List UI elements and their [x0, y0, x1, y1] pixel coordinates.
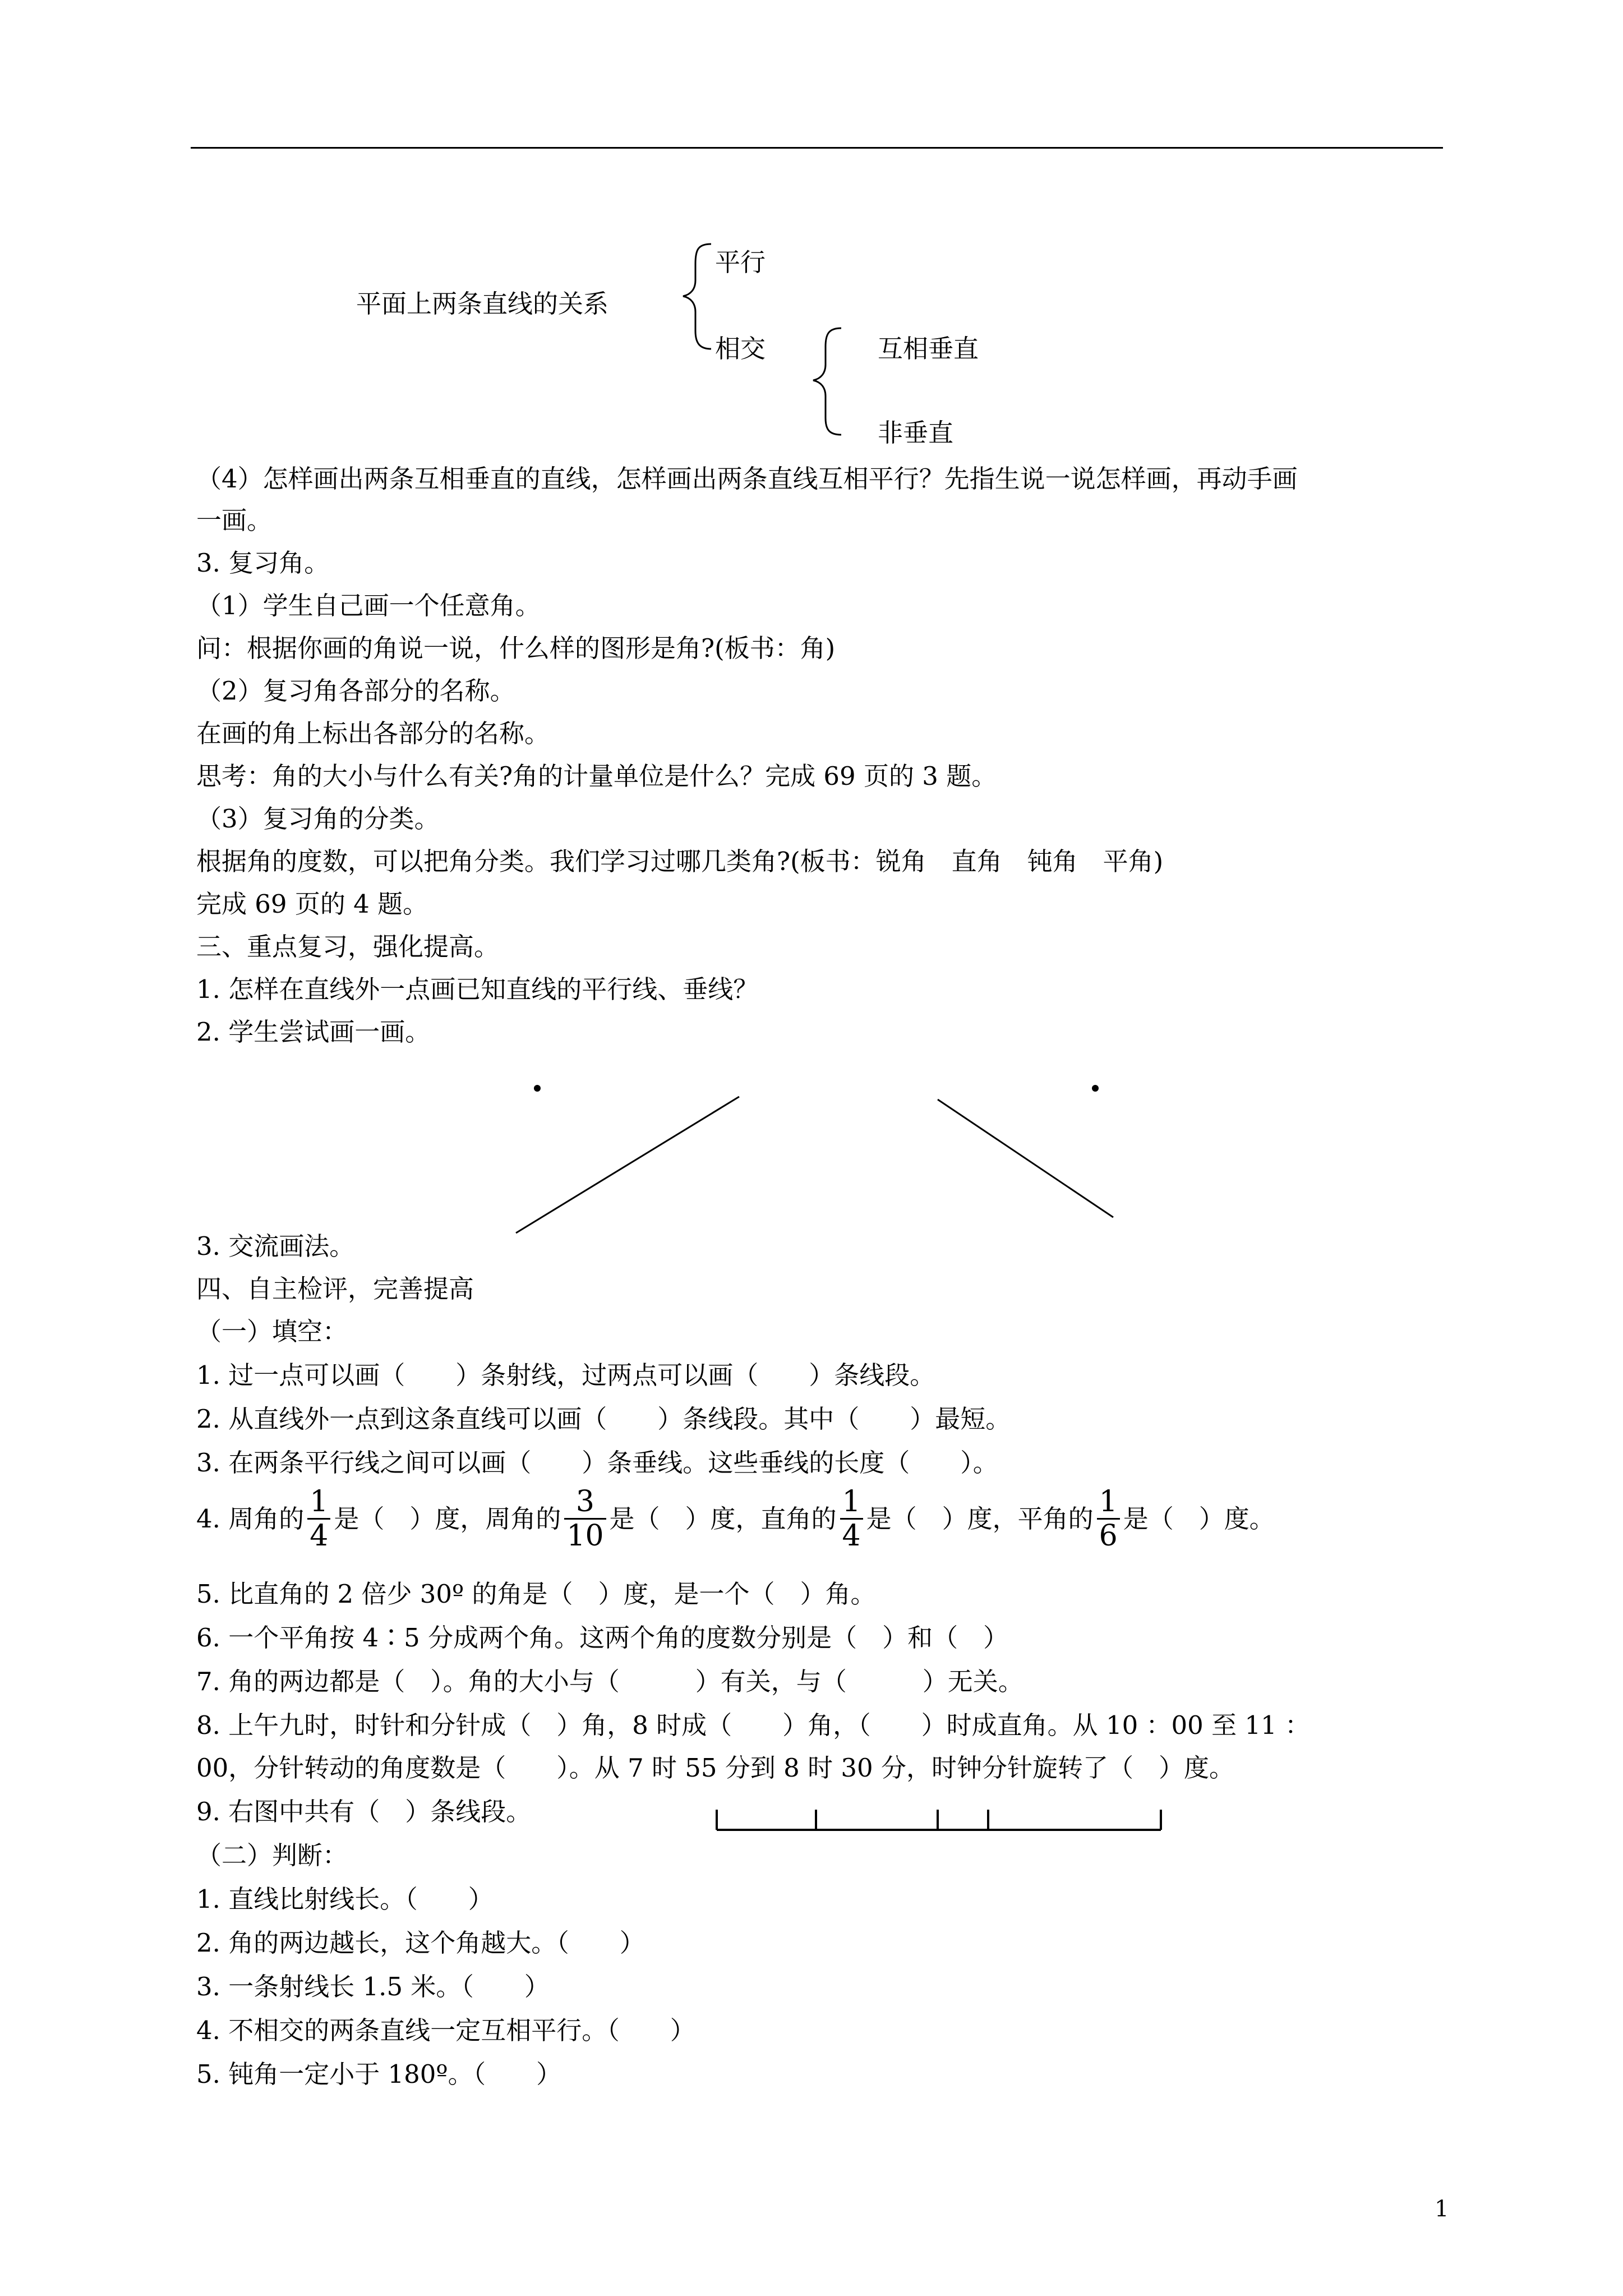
- left-brace-1: [683, 244, 711, 349]
- question-6: 6. 一个平角按 4∶5 分成两个角。这两个角的度数分别是（ ）和（ ）: [196, 1623, 1009, 1653]
- text-line: 思考：角的大小与什么有关?角的计量单位是什么？完成 69 页的 3 题。: [196, 761, 997, 791]
- q4-text: 是（ ）度，平角的: [866, 1503, 1094, 1534]
- text-line: （一）填空：: [196, 1317, 348, 1346]
- page-number: 1: [1435, 2196, 1449, 2222]
- segment-figure: [717, 1810, 1161, 1830]
- question-9: 9. 右图中共有（ ）条线段。: [196, 1797, 532, 1826]
- judge-1: 1. 直线比射线长。（ ）: [196, 1884, 494, 1914]
- text-line: 完成 69 页的 4 题。: [196, 889, 428, 919]
- question-8-cont: 00，分针转动的角度数是（ ）。从 7 时 55 分到 8 时 30 分，时钟分针旋转了（ ）度。: [196, 1753, 1234, 1783]
- text-line: （3）复习角的分类。: [196, 804, 440, 834]
- line-left: [516, 1097, 739, 1233]
- judge-2: 2. 角的两边越长，这个角越大。（ ）: [196, 1928, 645, 1958]
- left-brace-2: [813, 328, 841, 435]
- judge-3: 3. 一条射线长 1.5 米。（ ）: [196, 1972, 550, 2001]
- question-8: 8. 上午九时，时针和分针成（ ）角，8 时成（ ）角，（ ）时成直角。从 10 ：00 至 11 ：: [196, 1710, 1310, 1740]
- text-line: 3. 交流画法。: [196, 1231, 355, 1261]
- section-heading: 3. 复习角。: [196, 548, 330, 578]
- fraction: $\frac{1}{4}$: [840, 1485, 863, 1552]
- judge-4: 4. 不相交的两条直线一定互相平行。（ ）: [196, 2016, 695, 2045]
- q4-text: 是（ ）度。: [1123, 1503, 1275, 1534]
- q4-text: 4. 周角的: [196, 1503, 305, 1534]
- question-7: 7. 角的两边都是（ ）。角的大小与（ ）有关，与（ ）无关。: [196, 1667, 1023, 1696]
- text-line: （4）怎样画出两条互相垂直的直线，怎样画出两条直线互相平行？先指生说一说怎样画，再动手画: [196, 464, 1298, 494]
- fraction: $\frac{3}{10}$: [564, 1485, 606, 1552]
- line-right: [938, 1099, 1113, 1217]
- section-heading: 四、自主检评，完善提高: [196, 1274, 474, 1304]
- point-right: [1092, 1085, 1099, 1092]
- judge-5: 5. 钝角一定小于 180º。（ ）: [196, 2059, 562, 2089]
- question-5: 5. 比直角的 2 倍少 30º 的角是（ ）度，是一个（ ）角。: [196, 1579, 876, 1609]
- fraction: $\frac{1}{4}$: [307, 1485, 330, 1552]
- text-line: 2. 学生尝试画一画。: [196, 1017, 431, 1047]
- text-line: 1. 怎样在直线外一点画已知直线的平行线、垂线？: [196, 974, 759, 1004]
- fraction: $\frac{1}{6}$: [1097, 1485, 1120, 1552]
- question-4: [196, 1485, 1275, 1552]
- text-line: （二）判断：: [196, 1841, 348, 1870]
- diagram-intersect-label: 相交: [715, 334, 766, 364]
- diagram-perpendicular-label: 互相垂直: [878, 334, 979, 364]
- diagram-parallel-label: 平行: [715, 247, 766, 277]
- diagram-not-perpendicular-label: 非垂直: [878, 418, 954, 448]
- text-line: （2）复习角各部分的名称。: [196, 676, 515, 706]
- text-line: 在画的角上标出各部分的名称。: [196, 719, 550, 748]
- question-3: 3. 在两条平行线之间可以画（ ）条垂线。这些垂线的长度（ ）。: [196, 1448, 998, 1478]
- text-line: 根据角的度数，可以把角分类。我们学习过哪几类角?(板书：锐角 直角 钝角 平角): [196, 846, 1164, 876]
- q4-text: 是（ ）度，周角的: [334, 1503, 561, 1534]
- point-left: [534, 1085, 541, 1092]
- question-1: 1. 过一点可以画（ ）条射线，过两点可以画（ ）条线段。: [196, 1360, 935, 1390]
- q4-text: 是（ ）度，直角的: [609, 1503, 837, 1534]
- diagram-root-label: 平面上两条直线的关系: [356, 289, 609, 319]
- text-line: 一画。: [196, 505, 273, 535]
- text-line: （1）学生自己画一个任意角。: [196, 591, 541, 620]
- question-2: 2. 从直线外一点到这条直线可以画（ ）条线段。其中（ ）最短。: [196, 1404, 1011, 1434]
- text-line: 问：根据你画的角说一说，什么样的图形是角?(板书：角): [196, 633, 836, 663]
- section-heading: 三、重点复习，强化提高。: [196, 932, 500, 961]
